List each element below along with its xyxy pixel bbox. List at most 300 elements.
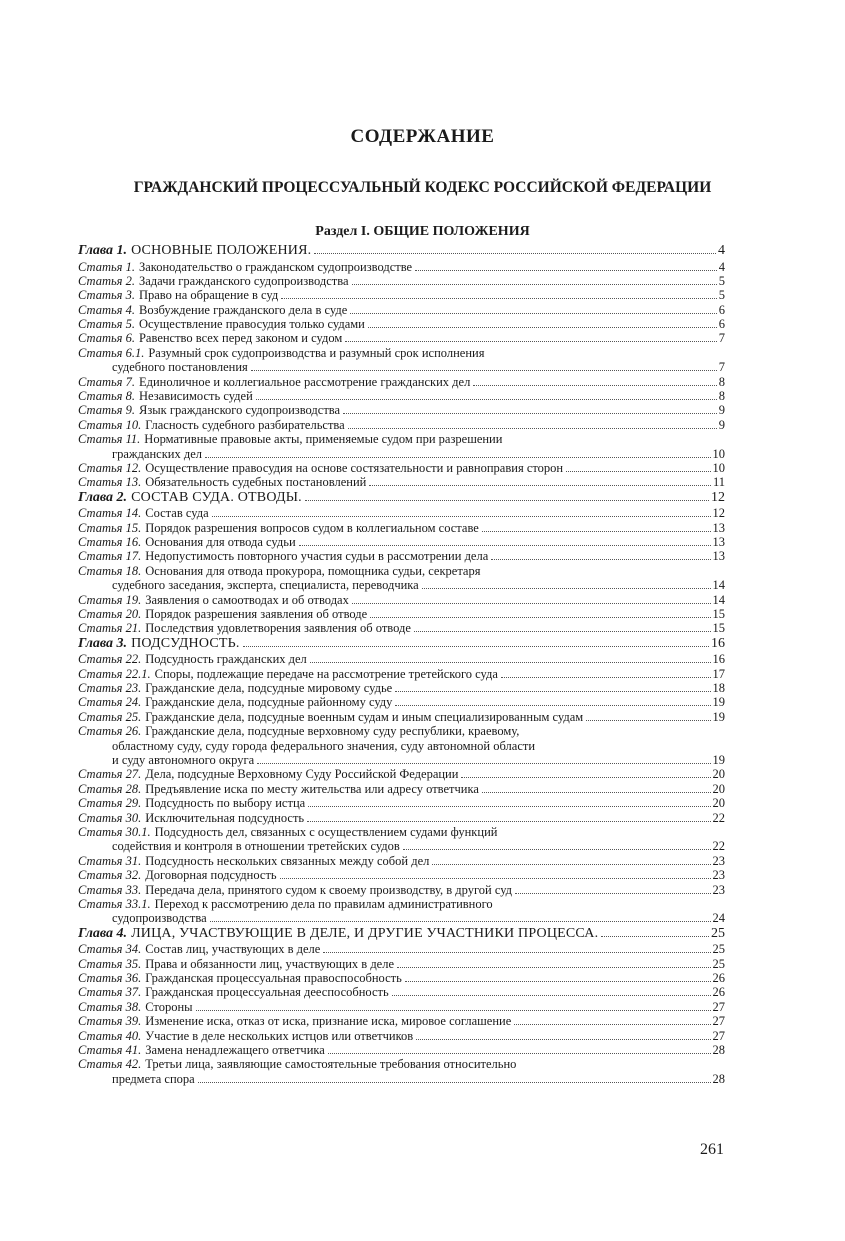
dot-leader xyxy=(515,892,710,894)
section-title: Раздел I. ОБЩИЕ ПОЛОЖЕНИЯ xyxy=(315,224,530,239)
toc-page-number: 24 xyxy=(712,911,725,926)
dot-leader xyxy=(491,558,710,560)
toc-article-entry xyxy=(78,1043,725,1057)
toc-article-entry xyxy=(78,1000,725,1014)
article-number: Статья 10. xyxy=(78,417,142,432)
article-number: Статья 31. xyxy=(78,853,142,868)
article-title: Гражданские дела, подсудные районному суду xyxy=(145,695,393,710)
toc-page-number: 25 xyxy=(712,956,725,971)
toc-row xyxy=(78,260,725,274)
article-number: Статья 13. xyxy=(78,475,142,490)
toc-article-entry xyxy=(78,403,725,417)
article-number: Статья 33.1. xyxy=(78,896,151,911)
article-number: Статья 24. xyxy=(78,695,142,710)
code-title: ГРАЖДАНСКИЙ ПРОЦЕССУАЛЬНЫЙ КОДЕКС РОССИЙСКОЙ ФЕДЕРАЦИИ xyxy=(133,179,712,196)
toc-row xyxy=(112,1072,725,1086)
article-title: Задачи гражданского судопроизводства xyxy=(138,273,349,288)
toc-row xyxy=(78,710,725,724)
toc-row xyxy=(78,375,725,389)
toc-row xyxy=(78,1043,725,1057)
toc-page-number: 28 xyxy=(712,1071,725,1086)
dot-leader xyxy=(352,283,717,285)
article-title: судопроизводства xyxy=(112,911,207,926)
article-title: Участие в деле нескольких истцов или ответчиков xyxy=(145,1028,414,1043)
toc-article-entry xyxy=(78,1057,725,1071)
article-title: Независимость судей xyxy=(138,389,253,404)
toc-article-entry xyxy=(78,331,725,345)
toc-page-number: 12 xyxy=(712,506,725,521)
article-title: Единоличное и коллегиальное рассмотрение гражданских дел xyxy=(138,374,471,389)
toc-article-entry xyxy=(78,260,725,274)
article-number: Статья 23. xyxy=(78,681,142,696)
toc-row xyxy=(78,475,725,489)
toc-row xyxy=(78,418,725,432)
dot-leader xyxy=(422,587,711,589)
toc-article-entry xyxy=(78,389,725,403)
chapter-number: Глава 4. xyxy=(78,925,128,941)
toc-entry-continuation xyxy=(78,447,725,461)
page-number: 261 xyxy=(700,1141,724,1158)
article-title: и суду автономного округа xyxy=(112,753,255,767)
toc-article-entry xyxy=(78,418,725,432)
toc-page-number: 12 xyxy=(711,489,725,505)
article-number: Статья 20. xyxy=(78,606,142,621)
dot-leader xyxy=(395,690,710,692)
toc-row xyxy=(112,753,725,767)
toc-article-entry xyxy=(78,811,725,825)
article-title: Изменение иска, отказ от иска, признание иска, мировое соглашение xyxy=(145,1014,512,1029)
article-title: Подсудность гражданских дел xyxy=(145,652,307,667)
article-title: Споры, подлежащие передаче на рассмотрение третейского суда xyxy=(154,666,498,681)
toc-article-entry xyxy=(78,303,725,317)
toc-page-number: 16 xyxy=(711,635,725,651)
toc-row xyxy=(78,796,725,810)
toc-article-entry xyxy=(78,607,725,621)
dot-leader xyxy=(257,762,710,764)
toc-row xyxy=(78,1057,725,1071)
toc-row xyxy=(78,506,725,520)
article-title: Разумный срок судопроизводства и разумный срок исполнения xyxy=(148,345,485,360)
article-title: Замена ненадлежащего ответчика xyxy=(145,1042,325,1057)
article-number: Статья 34. xyxy=(78,942,142,957)
dot-leader xyxy=(281,297,717,299)
article-title: Гражданская процессуальная дееспособность xyxy=(145,985,389,1000)
toc-article-entry xyxy=(78,767,725,781)
toc-row xyxy=(78,288,725,302)
dot-leader xyxy=(482,530,711,532)
toc-article-entry xyxy=(78,1029,725,1043)
toc-entry-continuation xyxy=(78,753,725,767)
toc-page-number: 15 xyxy=(712,606,725,621)
article-title: Гражданские дела, подсудные военным судам и иным специализированным судам xyxy=(145,709,584,724)
toc-row xyxy=(78,825,725,839)
article-number: Статья 40. xyxy=(78,1028,142,1043)
article-number: Статья 19. xyxy=(78,592,142,607)
toc-page-number: 18 xyxy=(712,681,725,696)
article-title: Последствия удовлетворения заявления об отводе xyxy=(145,621,411,636)
toc-row xyxy=(78,317,725,331)
article-title: судебного заседания, эксперта, специалиста, переводчика xyxy=(112,578,419,593)
article-number: Статья 25. xyxy=(78,709,142,724)
article-number: Статья 22.1. xyxy=(78,666,151,681)
toc-page-number: 20 xyxy=(712,796,725,811)
toc-article-entry xyxy=(78,782,725,796)
dot-leader xyxy=(501,676,711,678)
toc-row xyxy=(78,331,725,345)
article-number: Статья 21. xyxy=(78,621,142,636)
toc-row xyxy=(78,724,725,738)
toc-article-entry xyxy=(78,883,725,897)
dot-leader xyxy=(198,1081,711,1083)
article-title: Подсудность по выбору истца xyxy=(145,796,306,811)
dot-leader xyxy=(307,820,710,822)
article-title: Состав суда xyxy=(145,506,209,521)
article-title: Дела, подсудные Верховному Суду Российской Федерации xyxy=(145,767,459,782)
toc-page-number: 4 xyxy=(718,259,725,274)
article-title: областному суду, суду города федерального значения, суду автономной области xyxy=(112,738,536,753)
toc-page-number: 14 xyxy=(712,578,725,593)
dot-leader xyxy=(310,661,711,663)
dot-leader xyxy=(352,602,711,604)
toc-page-number: 28 xyxy=(712,1042,725,1057)
toc-page-number: 22 xyxy=(712,839,725,854)
toc-row xyxy=(78,782,725,796)
article-number: Статья 35. xyxy=(78,956,142,971)
chapter-number: Глава 1. xyxy=(78,243,128,258)
toc-row xyxy=(112,578,725,592)
article-number: Статья 5. xyxy=(78,317,135,332)
dot-leader xyxy=(405,980,711,982)
toc-article-entry xyxy=(78,375,725,389)
toc-row xyxy=(78,883,725,897)
toc-row xyxy=(78,667,725,681)
toc-page-number: 26 xyxy=(712,985,725,1000)
toc-article-entry xyxy=(78,288,725,302)
article-number: Статья 16. xyxy=(78,535,142,550)
toc-article-entry xyxy=(78,957,725,971)
article-number: Статья 30.1. xyxy=(78,824,151,839)
toc-page-number: 19 xyxy=(712,695,725,710)
toc-page-number: 16 xyxy=(712,652,725,667)
dot-leader xyxy=(308,805,710,807)
toc-article-entry xyxy=(78,985,725,999)
toc-row xyxy=(78,432,725,446)
toc-chapter-entry xyxy=(78,636,725,653)
article-number: Статья 12. xyxy=(78,460,142,475)
toc-page-number: 5 xyxy=(718,273,725,288)
article-title: Право на обращение в суд xyxy=(138,288,279,303)
toc-row xyxy=(78,1029,725,1043)
dot-leader xyxy=(395,704,710,706)
dot-leader xyxy=(196,1009,711,1011)
toc-article-entry xyxy=(78,593,725,607)
toc-row xyxy=(78,535,725,549)
dot-leader xyxy=(251,369,717,371)
article-number: Статья 17. xyxy=(78,549,142,564)
toc-row xyxy=(78,389,725,403)
toc-article-entry xyxy=(78,667,725,681)
toc-entry-continuation xyxy=(78,839,725,853)
article-number: Статья 27. xyxy=(78,767,142,782)
article-title: Равенство всех перед законом и судом xyxy=(138,331,343,346)
toc-article-entry xyxy=(78,346,725,360)
article-number: Статья 9. xyxy=(78,403,135,418)
article-number: Статья 37. xyxy=(78,985,142,1000)
chapter-number: Глава 3. xyxy=(78,635,128,651)
article-number: Статья 6.1. xyxy=(78,345,145,360)
toc-article-entry xyxy=(78,854,725,868)
toc-chapter-entry xyxy=(78,926,725,943)
dot-leader xyxy=(514,1023,710,1025)
dot-leader xyxy=(586,719,710,721)
toc-row xyxy=(78,403,725,417)
article-title: Осуществление правосудия на основе состязательности и равноправия сторон xyxy=(145,460,564,475)
article-title: Третьи лица, заявляющие самостоятельные требования относительно xyxy=(145,1057,517,1072)
toc-article-entry xyxy=(78,549,725,563)
toc-article-entry xyxy=(78,724,725,738)
toc-row xyxy=(78,1014,725,1028)
toc-article-entry xyxy=(78,1014,725,1028)
dot-leader xyxy=(328,1052,711,1054)
toc-row xyxy=(78,681,725,695)
toc-article-entry xyxy=(78,621,725,635)
toc-row xyxy=(78,490,725,507)
toc-page-number: 5 xyxy=(718,288,725,303)
toc-page-number: 20 xyxy=(712,781,725,796)
toc-row xyxy=(78,767,725,781)
toc-article-entry xyxy=(78,971,725,985)
toc-row xyxy=(78,607,725,621)
toc-row xyxy=(78,868,725,882)
dot-leader xyxy=(343,412,717,414)
dot-leader xyxy=(397,966,710,968)
article-number: Статья 18. xyxy=(78,563,142,578)
toc-article-entry xyxy=(78,868,725,882)
toc-article-entry xyxy=(78,274,725,288)
toc-entry-continuation xyxy=(78,739,725,753)
article-title: Гражданская процессуальная правоспособность xyxy=(145,970,402,985)
article-number: Статья 26. xyxy=(78,724,142,739)
article-number: Статья 39. xyxy=(78,1014,142,1029)
dot-leader xyxy=(416,1038,710,1040)
toc-page-number: 8 xyxy=(718,389,725,404)
dot-leader xyxy=(299,544,711,546)
chapter-title: ОСНОВНЫЕ ПОЛОЖЕНИЯ. xyxy=(131,243,312,258)
article-number: Статья 3. xyxy=(78,288,135,303)
article-title: Гражданские дела, подсудные верховному суду республики, краевому, xyxy=(145,724,520,739)
article-title: Гласность судебного разбирательства xyxy=(145,417,345,432)
article-title: Нормативные правовые акты, применяемые судом при разрешении xyxy=(144,432,503,447)
toc-article-entry xyxy=(78,652,725,666)
dot-leader xyxy=(350,312,716,314)
article-number: Статья 38. xyxy=(78,999,142,1014)
article-title: Переход к рассмотрению дела по правилам административного xyxy=(154,896,493,911)
article-title: Предъявление иска по месту жительства или адресу ответчика xyxy=(145,781,479,796)
toc-entry-continuation xyxy=(78,1072,725,1086)
dot-leader xyxy=(256,398,717,400)
toc-page-number: 27 xyxy=(712,999,725,1014)
article-title: Недопустимость повторного участия судьи в рассмотрении дела xyxy=(145,549,489,564)
toc-article-entry xyxy=(78,475,725,489)
article-title: Гражданские дела, подсудные мировому судье xyxy=(145,681,393,696)
toc-row xyxy=(112,360,725,374)
dot-leader xyxy=(205,456,711,458)
toc-article-entry xyxy=(78,825,725,839)
article-title: Подсудность дел, связанных с осуществлением судами функций xyxy=(154,824,498,839)
article-title: Основания для отвода прокурора, помощника судьи, секретаря xyxy=(145,563,481,578)
toc-entry-continuation xyxy=(78,360,725,374)
toc-entry-continuation xyxy=(78,578,725,592)
toc-page-number: 7 xyxy=(718,331,725,346)
dot-leader xyxy=(243,645,709,647)
table-of-contents xyxy=(78,243,725,1086)
toc-article-entry xyxy=(78,897,725,911)
dot-leader xyxy=(403,848,711,850)
article-number: Статья 14. xyxy=(78,506,142,521)
toc-page-number: 14 xyxy=(712,592,725,607)
article-title: Права и обязанности лиц, участвующих в деле xyxy=(145,956,395,971)
article-number: Статья 29. xyxy=(78,796,142,811)
toc-page-number: 8 xyxy=(718,374,725,389)
toc-page-number: 7 xyxy=(718,360,725,375)
toc-entry-continuation xyxy=(78,911,725,925)
article-title: Заявления о самоотводах и об отводах xyxy=(145,592,349,607)
toc-page-number: 4 xyxy=(718,243,725,258)
dot-leader xyxy=(432,863,710,865)
article-number: Статья 28. xyxy=(78,781,142,796)
toc-page-number: 15 xyxy=(712,621,725,636)
dot-leader xyxy=(280,877,711,879)
toc-row xyxy=(78,811,725,825)
toc-page-number: 10 xyxy=(712,446,725,461)
article-title: содействия и контроля в отношении третейских судов xyxy=(112,839,400,854)
article-title: Порядок разрешения вопросов судом в коллегиальном составе xyxy=(145,520,479,535)
toc-row xyxy=(112,447,725,461)
chapter-title: СОСТАВ СУДА. ОТВОДЫ. xyxy=(131,489,302,505)
toc-article-entry xyxy=(78,535,725,549)
toc-article-entry xyxy=(78,710,725,724)
article-number: Статья 42. xyxy=(78,1057,142,1072)
toc-row xyxy=(78,243,725,260)
toc-row xyxy=(78,621,725,635)
article-title: Передача дела, принятого судом к своему производству, в другой суд xyxy=(145,882,513,897)
toc-chapter-entry xyxy=(78,243,725,260)
toc-row xyxy=(78,652,725,666)
dot-leader xyxy=(345,340,717,342)
toc-page-number: 10 xyxy=(712,460,725,475)
toc-page-number: 23 xyxy=(712,882,725,897)
dot-leader xyxy=(369,484,711,486)
article-title: Основания для отвода судьи xyxy=(145,535,296,550)
toc-row xyxy=(112,911,725,925)
article-number: Статья 33. xyxy=(78,882,142,897)
toc-page-number: 11 xyxy=(712,475,725,490)
article-number: Статья 36. xyxy=(78,970,142,985)
toc-article-entry xyxy=(78,506,725,520)
toc-row xyxy=(78,636,725,653)
article-title: Исключительная подсудность xyxy=(145,810,305,825)
article-title: Осуществление правосудия только судами xyxy=(138,317,365,332)
article-title: Законодательство о гражданском судопроизводстве xyxy=(138,259,413,274)
article-number: Статья 41. xyxy=(78,1042,142,1057)
dot-leader xyxy=(566,470,710,472)
toc-row xyxy=(78,1000,725,1014)
page-title: СОДЕРЖАНИЕ xyxy=(350,126,495,147)
toc-article-entry xyxy=(78,461,725,475)
toc-page-number: 9 xyxy=(718,403,725,418)
toc-page-number: 13 xyxy=(712,535,725,550)
toc-page-number: 6 xyxy=(718,317,725,332)
toc-article-entry xyxy=(78,681,725,695)
toc-article-entry xyxy=(78,432,725,446)
toc-row xyxy=(78,926,725,943)
toc-article-entry xyxy=(78,317,725,331)
dot-leader xyxy=(482,791,711,793)
article-number: Статья 11. xyxy=(78,432,141,447)
toc-row xyxy=(78,897,725,911)
chapter-title: ПОДСУДНОСТЬ. xyxy=(131,635,240,651)
toc-row xyxy=(78,461,725,475)
toc-row xyxy=(78,303,725,317)
toc-row xyxy=(78,971,725,985)
toc-article-entry xyxy=(78,564,725,578)
toc-page-number: 25 xyxy=(711,925,725,941)
article-title: Состав лиц, участвующих в деле xyxy=(145,942,321,957)
toc-page-number: 27 xyxy=(712,1028,725,1043)
toc-page-number: 13 xyxy=(712,520,725,535)
article-title: Договорная подсудность xyxy=(145,868,277,883)
dot-leader xyxy=(461,776,710,778)
dot-leader xyxy=(370,616,710,618)
chapter-number: Глава 2. xyxy=(78,489,128,505)
dot-leader xyxy=(212,515,711,517)
article-number: Статья 2. xyxy=(78,273,135,288)
article-title: гражданских дел xyxy=(112,446,202,461)
dot-leader xyxy=(414,630,711,632)
article-number: Статья 8. xyxy=(78,389,135,404)
toc-page-number: 23 xyxy=(712,853,725,868)
toc-row xyxy=(78,549,725,563)
toc-page-number: 9 xyxy=(718,417,725,432)
article-number: Статья 30. xyxy=(78,810,142,825)
toc-article-entry xyxy=(78,695,725,709)
toc-page-number: 25 xyxy=(712,942,725,957)
dot-leader xyxy=(601,935,709,937)
toc-article-entry xyxy=(78,796,725,810)
dot-leader xyxy=(323,951,710,953)
toc-page-number: 13 xyxy=(712,549,725,564)
toc-page-number: 6 xyxy=(718,302,725,317)
article-title: Обязательность судебных постановлений xyxy=(145,475,367,490)
toc-row xyxy=(78,854,725,868)
article-title: Подсудность нескольких связанных между собой дел xyxy=(145,853,430,868)
toc-row xyxy=(78,957,725,971)
article-number: Статья 7. xyxy=(78,374,135,389)
toc-page-number: 23 xyxy=(712,868,725,883)
article-number: Статья 32. xyxy=(78,868,142,883)
dot-leader xyxy=(415,269,717,271)
toc-article-entry xyxy=(78,942,725,956)
article-number: Статья 6. xyxy=(78,331,135,346)
article-number: Статья 15. xyxy=(78,520,142,535)
article-number: Статья 4. xyxy=(78,302,135,317)
toc-page-number: 26 xyxy=(712,970,725,985)
toc-chapter-entry xyxy=(78,490,725,507)
article-number: Статья 22. xyxy=(78,652,142,667)
article-number: Статья 1. xyxy=(78,259,135,274)
toc-page-number: 22 xyxy=(712,810,725,825)
toc-row xyxy=(78,942,725,956)
